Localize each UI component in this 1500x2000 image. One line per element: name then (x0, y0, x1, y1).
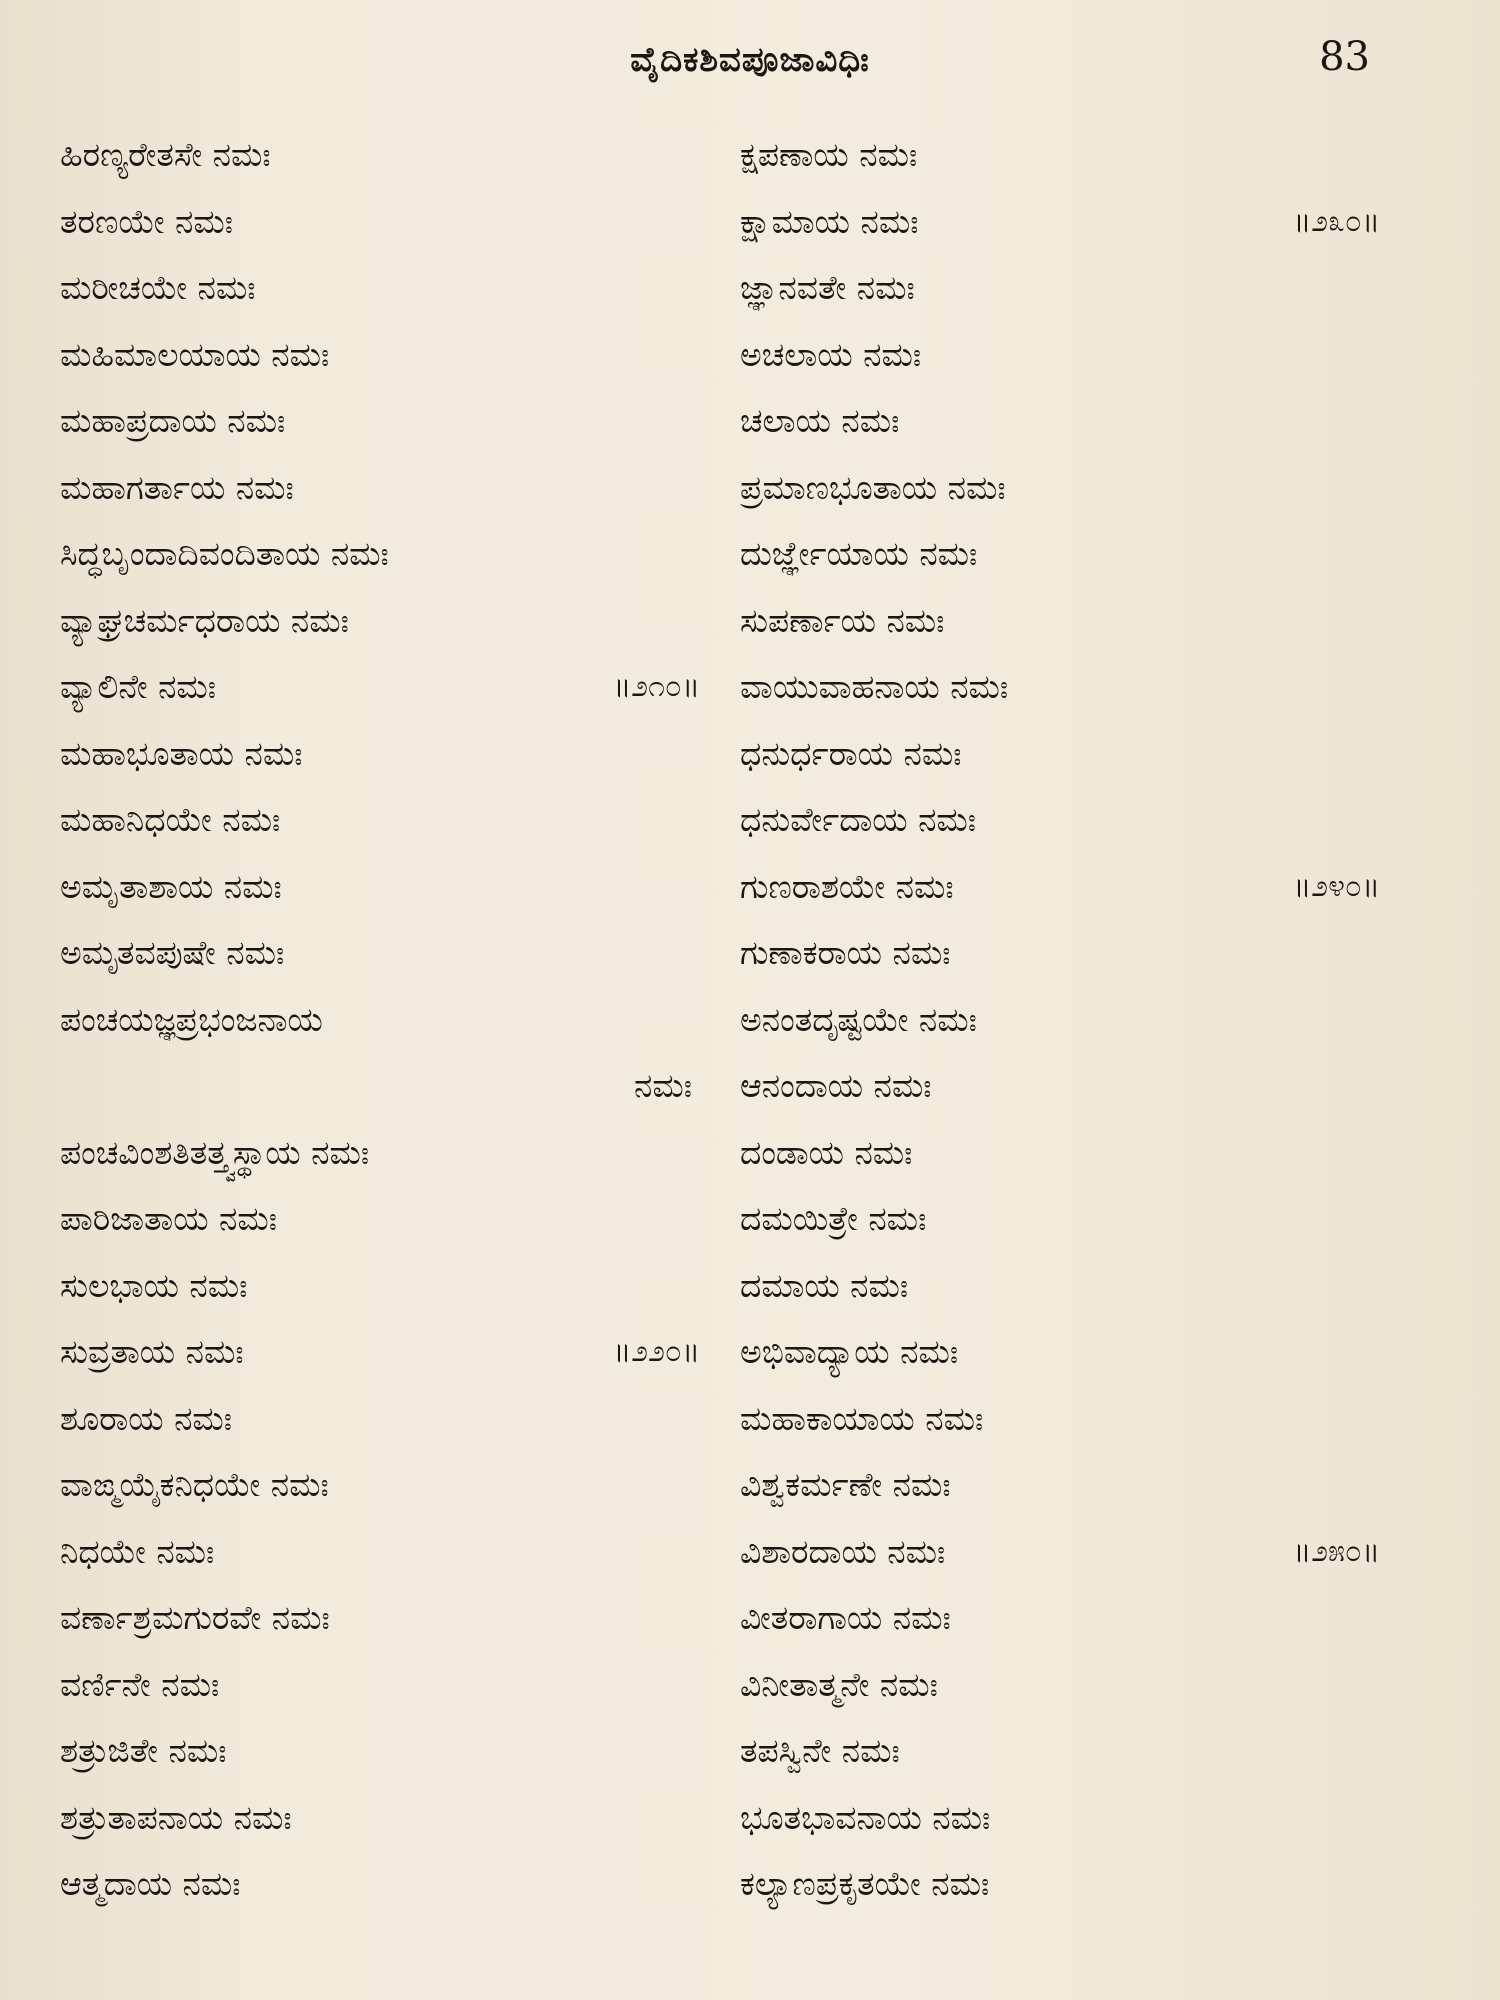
verse-line (740, 787, 1380, 854)
verse-line (60, 1585, 700, 1652)
verse-text: ನಿಧಯೇ ನಮಃ (60, 1531, 215, 1571)
verse-line (60, 1785, 700, 1852)
verse-line (60, 1519, 700, 1586)
verse-text: ವ್ಯಾಘ್ರಚರ್ಮಧರಾಯ ನಮಃ (60, 600, 349, 640)
verse-text: ಅಮೃತಾಶಾಯ ನಮಃ (60, 866, 282, 906)
verse-text: ಪ್ರಮಾಣಭೂತಾಯ ನಮಃ (740, 467, 1006, 507)
verse-count: ॥೨೧೦॥ (613, 669, 700, 704)
verse-text: ಮಹಿಮಾಲಯಾಯ ನಮಃ (60, 334, 330, 374)
verse-line (60, 588, 700, 655)
verse-text: ನಮಃ (634, 1066, 692, 1105)
verse-text: ದಮಯಿತ್ರೇ ನಮಃ (740, 1199, 927, 1238)
verse-text: ವರ್ಣಾಶ್ರಮಗುರವೇ ನಮಃ (60, 1598, 330, 1637)
verse-line (740, 388, 1380, 455)
verse-text: ದಂಡಾಯ ನಮಃ (740, 1132, 913, 1172)
verse-line (740, 987, 1380, 1054)
verse-text: ವಾಯುವಾಹನಾಯ ನಮಃ (740, 667, 1009, 706)
verse-text: ಸುಪರ್ಣಾಯ ನಮಃ (740, 600, 945, 640)
verse-count: ॥೨೫೦॥ (1293, 1533, 1380, 1569)
verse-line (740, 189, 1380, 256)
verse-line (60, 721, 700, 788)
verse-line (60, 455, 700, 522)
verse-line (60, 1718, 700, 1785)
verse-line (60, 521, 700, 588)
verse-line (60, 255, 700, 322)
verse-text: ಪಾರಿಜಾತಾಯ ನಮಃ (60, 1199, 277, 1238)
verse-text: ಧನುರ್ವೇದಾಯ ನಮಃ (740, 800, 977, 839)
verse-line (740, 1053, 1380, 1120)
verse-line (60, 1186, 700, 1253)
verse-text: ಆನಂದಾಯ ನಮಃ (740, 1066, 932, 1105)
verse-count: ॥೨೩೦॥ (1293, 203, 1380, 239)
verse-count: ॥೨೨೦॥ (613, 1334, 700, 1369)
verse-text: ಆತ್ಮದಾಯ ನಮಃ (60, 1864, 241, 1903)
verse-line (60, 1253, 700, 1320)
verse-line (60, 1851, 700, 1918)
verse-line (740, 521, 1380, 588)
verse-text: ಸುವ್ರತಾಯ ನಮಃ (60, 1332, 244, 1371)
verse-line (740, 588, 1380, 655)
verse-text: ದಮಾಯ ನಮಃ (740, 1265, 909, 1305)
verse-line (60, 1053, 700, 1120)
verse-text: ವರ್ಣಿನೇ ನಮಃ (60, 1664, 220, 1704)
verse-text: ಅಚಲಾಯ ನಮಃ (740, 334, 922, 374)
verse-line (740, 920, 1380, 987)
verse-line (60, 1652, 700, 1719)
verse-line (740, 1186, 1380, 1253)
page-title: ವೈದಿಕಶಿವಪೂಜಾವಿಧಿಃ (630, 40, 870, 80)
verse-line (740, 1519, 1380, 1586)
verse-line (740, 455, 1380, 522)
verse-line (60, 654, 700, 721)
verse-line (740, 1319, 1380, 1386)
verse-line (740, 854, 1380, 921)
verse-line (740, 1652, 1380, 1719)
verse-line (740, 721, 1380, 788)
verse-line (740, 1585, 1380, 1652)
verse-line (740, 1253, 1380, 1320)
verse-count: ॥೨೪೦॥ (1293, 868, 1380, 904)
verse-text: ಜ್ಞಾನವತೇ ನಮಃ (740, 268, 915, 307)
verse-text: ಶತ್ರುಜಿತೇ ನಮಃ (60, 1731, 227, 1770)
verse-text: ಮಹಾಕಾಯಾಯ ನಮಃ (740, 1398, 984, 1438)
page-number: 83 (1319, 34, 1370, 80)
verse-line (740, 1851, 1380, 1918)
verse-text: ಭೂತಭಾವನಾಯ ನಮಃ (740, 1797, 991, 1837)
verse-line (60, 1120, 700, 1187)
verse-text: ಶೂರಾಯ ನಮಃ (60, 1398, 233, 1438)
verse-line (740, 654, 1380, 721)
right-column (740, 122, 1380, 1918)
verse-line (740, 322, 1380, 389)
verse-line (740, 1120, 1380, 1187)
verse-line (740, 1718, 1380, 1785)
verse-text: ಸುಲಭಾಯ ನಮಃ (60, 1265, 248, 1305)
verse-text: ಪಂಚವಿಂಶತಿತತ್ತ್ವಸ್ಥಾಯ ನಮಃ (60, 1132, 370, 1172)
verse-text: ಕ್ಷಪಣಾಯ ನಮಃ (740, 135, 918, 174)
verse-text: ಪಂಚಯಜ್ಞಪ್ರಭಂಜನಾಯ (60, 999, 323, 1039)
verse-line (60, 854, 700, 921)
verse-text: ವಿನೀತಾತ್ಮನೇ ನಮಃ (740, 1664, 938, 1704)
verse-line (60, 388, 700, 455)
verse-line (740, 1386, 1380, 1453)
verse-text: ತಪಸ್ವಿನೇ ನಮಃ (740, 1731, 900, 1770)
verse-text: ದುರ್ಜ್ಞೇಯಾಯ ನಮಃ (740, 534, 978, 573)
verse-text: ಸಿದ್ಧಬೃಂದಾದಿವಂದಿತಾಯ ನಮಃ (60, 534, 389, 573)
verse-line (60, 1386, 700, 1453)
verse-text: ಗುಣರಾಶಯೇ ನಮಃ (740, 866, 954, 906)
verse-text: ಮಹಾಪ್ರದಾಯ ನಮಃ (60, 401, 286, 440)
verse-line (60, 787, 700, 854)
verse-text: ವಾಙ್ಮಯೈಕನಿಧಯೇ ನಮಃ (60, 1465, 329, 1504)
verse-line (740, 122, 1380, 189)
verse-line (740, 1452, 1380, 1519)
verse-text: ಕ್ಷಾಮಾಯ ನಮಃ (740, 201, 919, 241)
verse-line (60, 189, 700, 256)
verse-line (60, 322, 700, 389)
verse-text: ಮಹಾಗರ್ತಾಯ ನಮಃ (60, 467, 294, 507)
verse-line (740, 1785, 1380, 1852)
verse-text: ವ್ಯಾಲಿನೇ ನಮಃ (60, 667, 217, 706)
verse-text: ಮಹಾನಿಧಯೇ ನಮಃ (60, 800, 281, 839)
verse-text: ಮರೀಚಯೇ ನಮಃ (60, 268, 256, 307)
verse-text: ಅನಂತದೃಷ್ಟಯೇ ನಮಃ (740, 999, 977, 1039)
verse-text: ವೀತರಾಗಾಯ ನಮಃ (740, 1598, 951, 1637)
verse-text: ಅಭಿವಾದ್ಯಾಯ ನಮಃ (740, 1332, 959, 1371)
verse-text: ಚಲಾಯ ನಮಃ (740, 401, 900, 440)
verse-text: ಕಲ್ಯಾಣಪ್ರಕೃತಯೇ ನಮಃ (740, 1864, 990, 1903)
verse-text: ಧನುರ್ಧರಾಯ ನಮಃ (740, 733, 962, 773)
left-column (60, 122, 700, 1918)
verse-line (60, 1452, 700, 1519)
verse-text: ಗುಣಾಕರಾಯ ನಮಃ (740, 933, 951, 972)
verse-line (60, 987, 700, 1054)
verse-text: ವಿಶ್ವಕರ್ಮಣೇ ನಮಃ (740, 1465, 951, 1504)
verse-line (60, 1319, 700, 1386)
verse-line (60, 122, 700, 189)
verse-text: ಹಿರಣ್ಯರೇತಸೇ ನಮಃ (60, 135, 271, 174)
verse-line (60, 920, 700, 987)
verse-text: ಅಮೃತವಪುಷೇ ನಮಃ (60, 933, 285, 972)
verse-line (740, 255, 1380, 322)
verse-text: ಶತ್ರುತಾಪನಾಯ ನಮಃ (60, 1797, 292, 1837)
verse-text: ಮಹಾಭೂತಾಯ ನಮಃ (60, 733, 303, 773)
verse-text: ವಿಶಾರದಾಯ ನಮಃ (740, 1531, 946, 1571)
verse-text: ತರಣಯೇ ನಮಃ (60, 201, 233, 241)
